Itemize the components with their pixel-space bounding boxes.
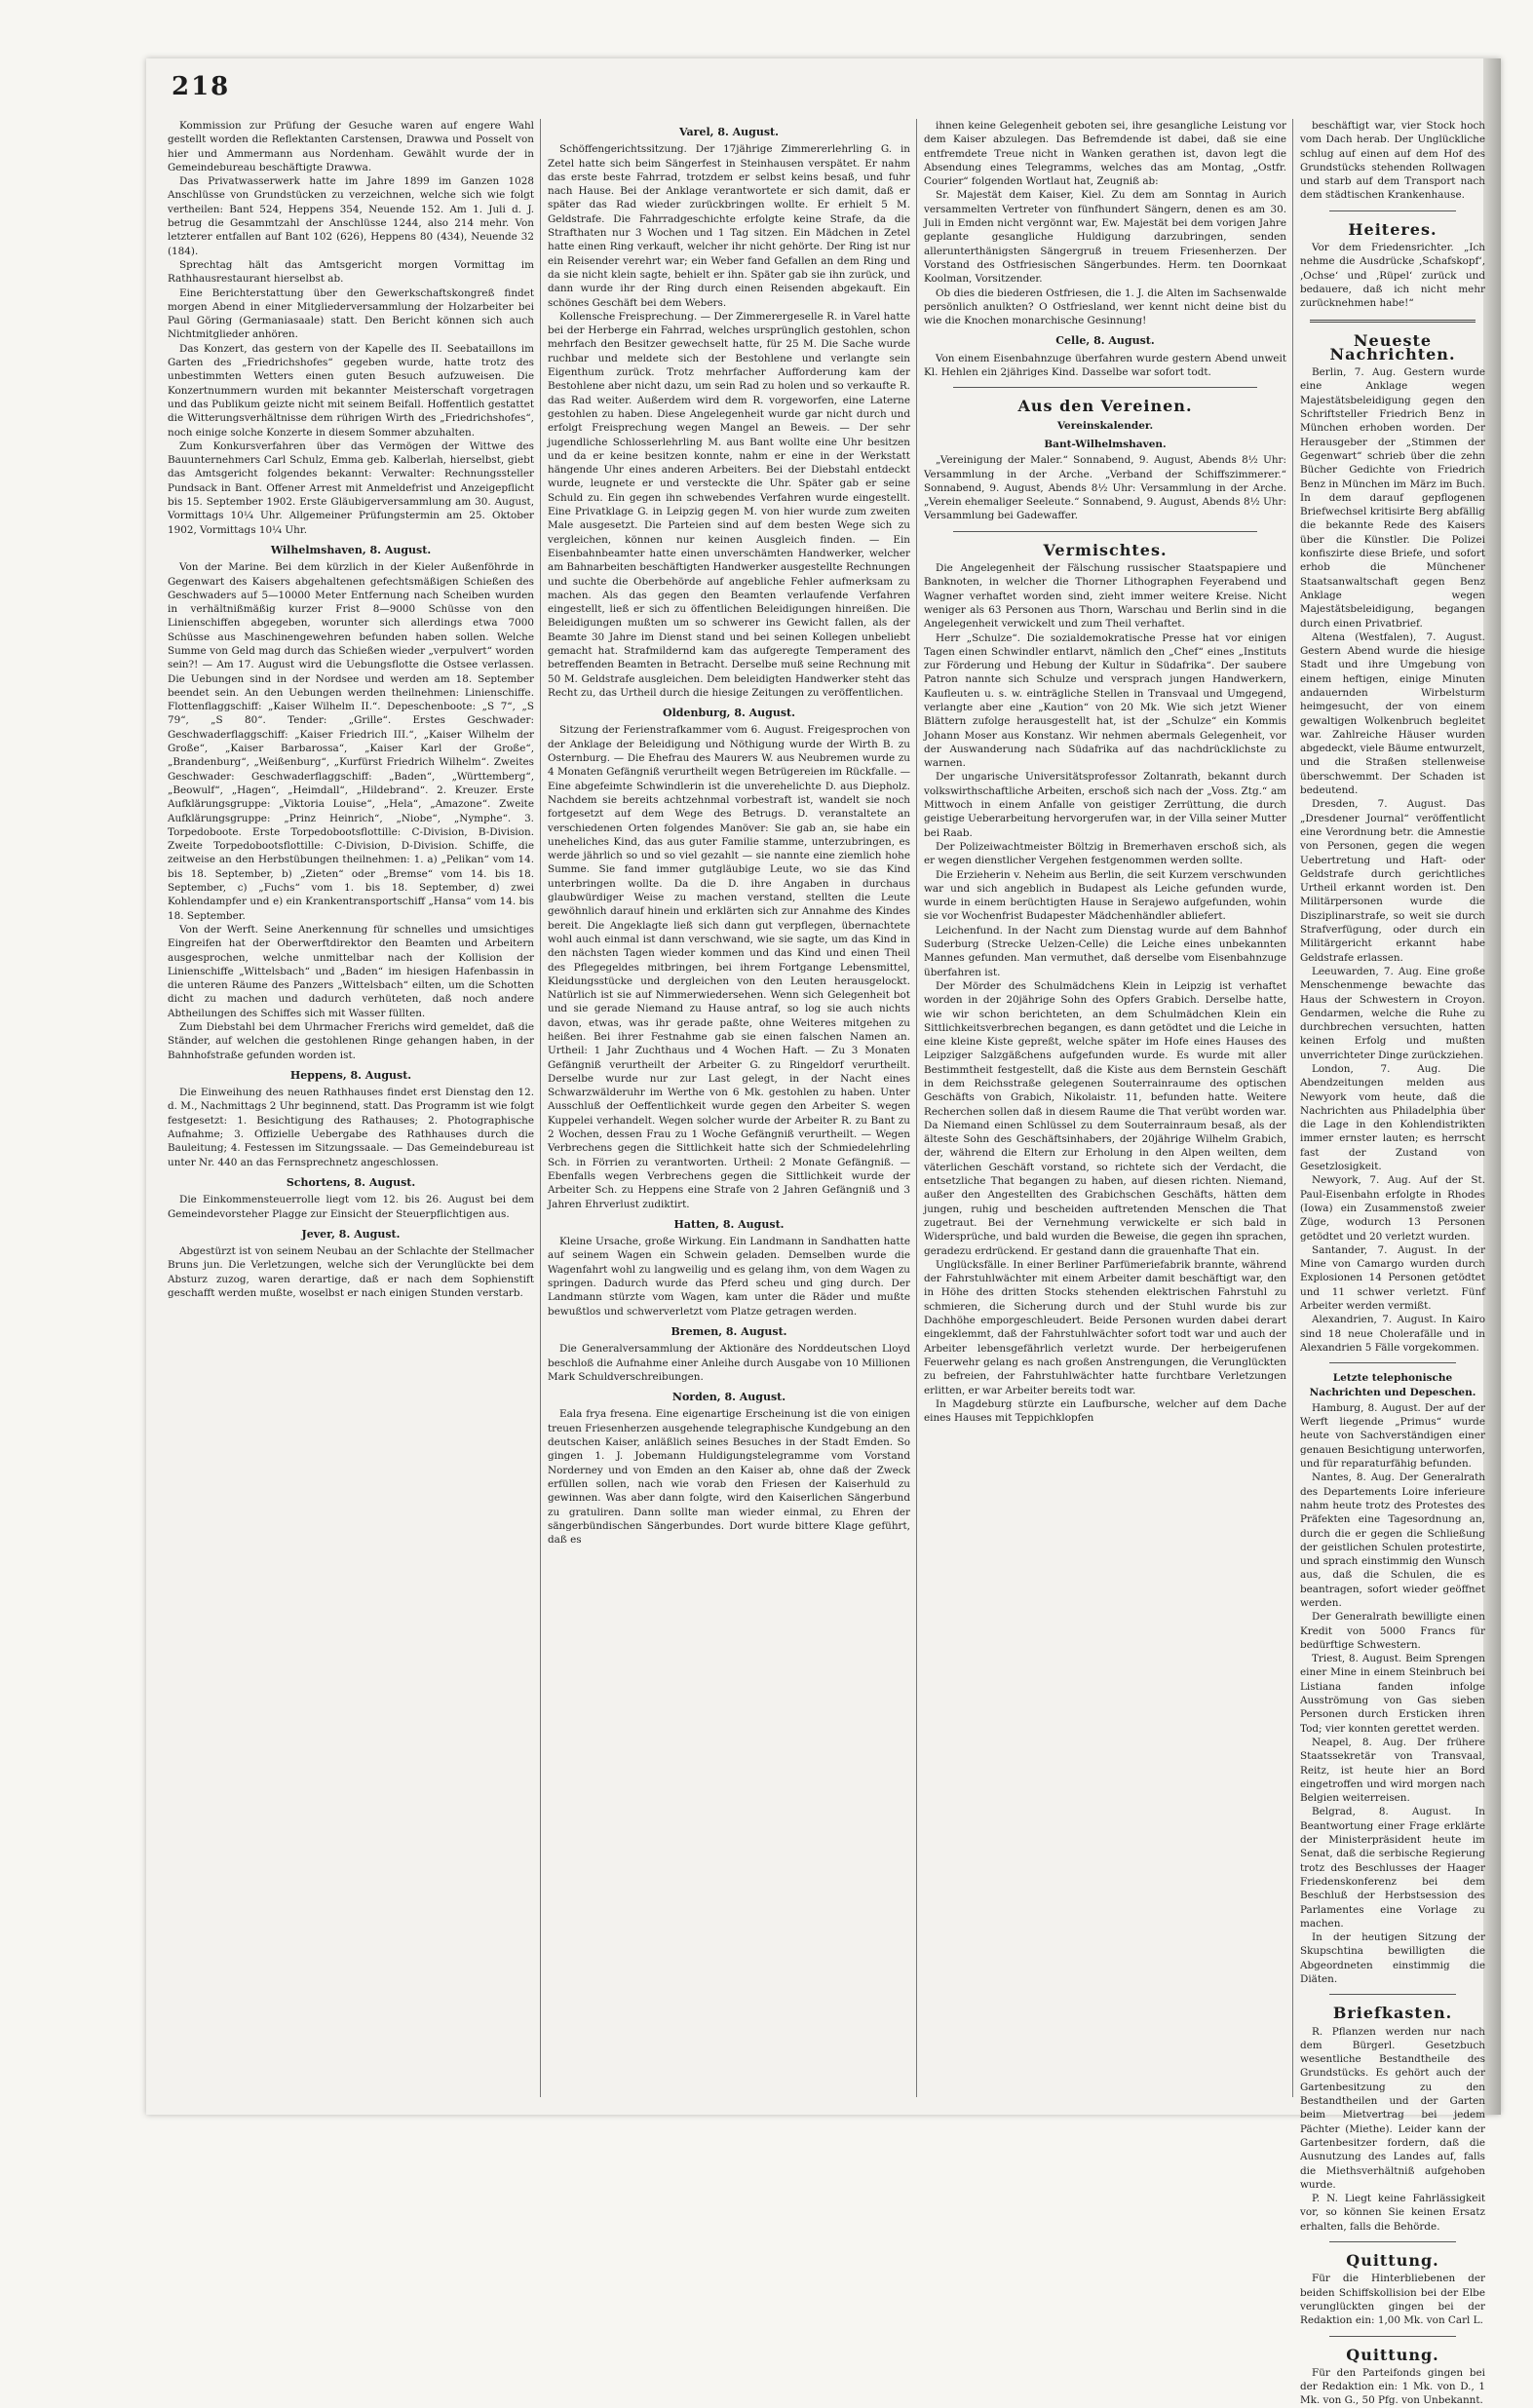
dateline: Norden, 8. August.: [671, 1391, 786, 1404]
article-paragraph: Der Generalrath bewilligte einen Kredit von 5000 Francs für bedürftige Schwestern.: [1300, 1611, 1485, 1651]
article-paragraph: Newyork, 7. Aug. Auf der St. Paul-Eisenbahn erfolgte in Rhodes (Iowa) ein Zusammenstoß zweier Züge, wodurch 13 Personen getödtet und 20 verletzt wurden.: [1300, 1174, 1485, 1242]
section-heading: Neueste Nachrichten.: [1329, 330, 1456, 363]
article-paragraph: Die Einweihung des neuen Rathhauses findet erst Dienstag den 12. d. M., Nachmittags 2 Uhr beginnend, statt. Das Programm ist wie folgt festgesetzt: 1. Besichtigung des Rathauses; 2. Photographische Aufnahme; 3. Offizielle Uebergabe des Rathhauses durch die Bauleitung; 4. Festessen im Sitzungssaale. — Das Gemeindebureau ist unter Nr. 440 an das Fernsprechnetz angeschlossen.: [168, 1087, 534, 1168]
article-paragraph: Abgestürzt ist von seinem Neubau an der Schlachte der Stellmacher Bruns jun. Die Verletzungen, welche sich der Verunglückte bei dem Absturz zuzog, waren derartige, daß er nach dem Sophienstift geschafft werden mußte, woselbst er nach einigen Stunden verstarb.: [168, 1245, 534, 1300]
article-paragraph: Der Mörder des Schulmädchens Klein in Leipzig ist verhaftet worden in der 20jährige Sohn des Opfers Grabich. Derselbe hatte, wie wir schon berichteten, an dem Schulmädchen Klein ein Sittlichkeitsverbrechen begangen, es dann getödtet und die Leiche in eine kleine Kiste gepreßt, welche später im Hofe eines Hauses des Leipziger Salzgäßchens aufgefunden wurde. Es wurde mit aller Bestimmtheit festgestellt, daß die Kiste aus dem Bernstein Geschäft in dem Reichsstraße gelegenen Souterrainraume des optischen Geschäfts von Grabich, Nikolaistr. 11, befunden hatte. Weitere Recherchen sollen daß in diesem Raume die That verübt worden war. Da Niemand einen Schlüssel zu dem Souterrainraum besaß, als der älteste Sohn des Geschäftsinhabers, der 20jährige Wilhelm Grabich, der, während die Eltern zur Erholung in den Alpen weilten, dem väterlichen Geschäft vorstand, so richtete sich der Verdacht, die entsetzliche That begangen zu haben, auf diesen richten. Niemand, außer den Angestellten des Grabichschen Geschäfts, hätten dem jungen, ruhig und bescheiden auftretenden Menschen die That zugetraut. Bei der Vernehmung verwickelte er sich bald in Widersprüche, und bald wurden die Beweise, die gegen ihn sprachen, geradezu erdrückend. Er gestand dann die grauenhafte That ein.: [924, 979, 1286, 1257]
subheading: Letzte telephonische Nachrichten und Depeschen.: [1309, 1372, 1476, 1398]
article-paragraph: Die Einkommensteuerrolle liegt vom 12. bis 26. August bei dem Gemeindevorsteher Plagge zur Einsicht der Steuerpflichtigen aus.: [168, 1194, 534, 1220]
section-divider: [1329, 210, 1456, 211]
article-paragraph: Santander, 7. August. In der Mine von Camargo wurden durch Explosionen 14 Personen getödtet und 11 schwer verletzt. Fünf Arbeiter werden vermißt.: [1300, 1243, 1485, 1313]
dateline: Schortens, 8. August.: [286, 1175, 416, 1189]
article-paragraph: Triest, 8. August. Beim Sprengen einer Mine in einem Steinbruch bei Listiana fanden infolge Ausströmung von Gas sieben Personen durch Ersticken ihren Tod; vier konnten gerettet werden.: [1300, 1653, 1485, 1735]
section-heading: Quittung.: [1346, 2251, 1439, 2271]
dateline: Wilhelmshaven, 8. August.: [270, 543, 432, 556]
article-paragraph: Belgrad, 8. August. In Beantwortung einer Frage erklärte der Ministerpräsident heute im Senat, daß die serbische Regierung trotz des Beschlusses der Haager Friedenskonferenz bei dem Beschluß der Herbstsession des Parlamentes eine Vorlage zu machen.: [1300, 1806, 1485, 1930]
article-paragraph: Ob dies die biederen Ostfriesen, die 1. J. die Alten im Sachsenwalde persönlich anulkten? O Ostfriesland, wer kennt nicht deine bist du wie die Knochen monarchische Gesinnung!: [924, 287, 1286, 327]
article-paragraph: Das Konzert, das gestern von der Kapelle des II. Seebataillons im Garten des „Friedrichshofes“ gegeben wurde, hatte trotz des unbestimmten Wetters einen guten Besuch aufzuweisen. Die Konzertnummern wurden mit bekannter Meisterschaft vorgetragen und das Publikum geizte nicht mit seinem Beifall. Hoffentlich gestattet die Witterungsverhältnisse dem rührigen Wirth des „Friedrichshofes“, noch einige solche Konzerte in diesem Sommer abzuhalten.: [168, 342, 534, 439]
section-divider: [953, 531, 1257, 532]
article-paragraph: Leichenfund. In der Nacht zum Dienstag wurde auf dem Bahnhof Suderburg (Strecke Uelzen-Celle) die Leiche eines unbekannten Mannes gefunden. Man vermuthet, daß derselbe vom Eisenbahnzuge überfahren ist.: [924, 924, 1286, 978]
column-rule: [1292, 119, 1293, 2097]
article-paragraph: R. Pflanzen werden nur nach dem Bürgerl. Gesetzbuch wesentliche Bestandtheile des Grundstücks. Es gehört auch der Gartenbesitzung zu den Bestandtheilen und der Garten beim Mietvertrag bei jedem Pächter (Miethe). Leider kann der Gartenbesitzer fordern, daß die Ausnutzung des Landes auf, falls die Miethsverhältniß aufgehoben wurde.: [1300, 2025, 1485, 2191]
article-paragraph: Herr „Schulze“. Die sozialdemokratische Presse hat vor einigen Tagen einen Schwindler entlarvt, nämlich den „Chef“ eines „Instituts zur Förderung und Hebung der Kultur in Südafrika“. Der saubere Patron nannte sich Schulze und versprach jungen Handwerkern, Kaufleuten u. s. w. einträgliche Stellen in Transvaal und Umgegend, verlangte aber eine „Kaution“ von 20 Mk. Wie sich jetzt Wiener Blättern zufolge herausgestellt hat, ist der „Schulze“ ein Kommis Johann Moser aus Konstanz. Wir nehmen abermals Gelegenheit, vor der Auswanderung nach Südafrika auf das nachdrücklichste zu warnen.: [924, 631, 1286, 770]
section-divider: [1310, 320, 1476, 323]
article-paragraph: Für den Parteifonds gingen bei der Redaktion ein: 1 Mk. von D., 1 Mk. von G., 50 Pfg. von Unbekannt.: [1300, 2366, 1485, 2407]
article-paragraph: Kommission zur Prüfung der Gesuche waren auf engere Wahl gestellt worden die Reflektanten Carstensen, Drawwa und Posselt von hier und Ammermann aus Nordenham. Gewählt wurde der in Gemeindebureau beschäftigte Drawwa.: [168, 120, 534, 173]
section-divider: [1329, 2241, 1456, 2242]
dateline: Jever, 8. August.: [301, 1227, 401, 1241]
newspaper-page: [146, 58, 1501, 2407]
article-paragraph: Zum Konkursverfahren über das Vermögen der Wittwe des Bauunternehmers Carl Schulz, Emma geb. Kalberlah, hierselbst, giebt das Amtsgericht folgendes bekannt: Verwalter: Rechnungssteller Pundsack in Bant. Offener Arrest mit Anmeldefrist und Anzeigepflicht bis 15. September 1902. Erste Gläubigerversammlung am 30. August, Vormittags 10¼ Uhr. Allgemeiner Prüfungstermin am 25. Oktober 1902, Vormittags 10¼ Uhr.: [168, 440, 534, 536]
column-2: [548, 119, 910, 2102]
page-number: 218: [172, 72, 231, 101]
dateline: Heppens, 8. August.: [289, 1068, 412, 1082]
article-paragraph: Unglücksfälle. In einer Berliner Parfümeriefabrik brannte, während der Fahrstuhlwächter mit einem Arbeiter damit beschäftigt war, den in Höhe des dritten Stocks stehenden elektrischen Fahrstuhl zu schmieren, die Sicherung durch und der Stuhl wurde bis zur Dachhöhe emporgeschleudert. Beide Personen wurden dabei derart eingeklemmt, daß der Fahrstuhlwächter sofort todt war und auch der Arbeiter lebensgefährlich verletzt wurde. Der herbeigerufenen Feuerwehr gelang es nach großen Anstrengungen, die Verunglückten zu befreien, der Fahrstuhlwächter hatte furchtbare Verletzungen erlitten, er war Arbeiter bereits todt war.: [924, 1258, 1286, 1396]
article-paragraph: Kollensche Freisprechung. — Der Zimmerergeselle R. in Varel hatte bei der Herberge ein Fahrrad, welches ursprünglich gestohlen, schon mehrfach den Besitzer gewechselt hatte, für 25 M. Die Sache wurde ruchbar und meldete sich der Bestohlene und verlangte sein Eigenthum zurück. Trotz mehrfacher Aufforderung kam der Bestohlene aber nicht dazu, um sein Rad zu holen und so verkaufte R. das Rad weiter. Außerdem wird dem R. vorgeworfen, eine Laterne gestohlen zu haben. Diese Angelegenheit wurde gar nicht durch und erfolgt Freisprechung wegen Mangel an Beweis. — Der sehr jugendliche Schlosserlehrling M. aus Bant wollte eine Uhr besitzen und da er keine besitzen konnte, nahm er eine in der Werkstatt hängende Uhr eines anderen Arbeiters. Bei der Diebstahl entdeckt wurde, leugnete er und versteckte die Uhr. Später gab er seine Schuld zu. Ein gegen ihn schwebendes Verfahren wurde eingestellt. Eine Privatklage G. in Leipzig gegen M. von hier wurde zum zweiten Male ausgesetzt. Die Parteien sind auf dem besten Wege sich zu vergleichen, können nur keinen Ausgleich finden. — Ein Eisenbahnbeamter hatte einen unverschämten Handwerker, welcher am Bahnarbeiten beschäftigten Handwerker ausgestellte Rechnungen und suchte die Oberbehörde auf angebliche Fehler aufmerksam zu machen. Als das gegen den Beamten verlaufende Verfahren eingestellt, ließ er sich zu öffentlichen Beleidigungen hinreißen. Die Beleidigungen mußten um so schwerer ins Gewicht fallen, als der Beamte 30 Jahre im Dienst stand und bei seinen Kollegen unbeliebt gemacht hat. Strafmildernd kam das aufgeregte Temperament des betreffenden Beamten in Betracht. Derselbe muß seine Rechnung mit 50 M. Geldstrafe ausgleichen. Dem beleidigten Handwerker steht das Recht zu, das Urtheil durch die hiesige Zeitungen zu veröffentlichen.: [548, 310, 910, 699]
article-paragraph: Leeuwarden, 7. Aug. Eine große Menschenmenge bewachte das Haus der Schwestern in Croyon. Gendarmen, welche die Ruhe zu durchbrechen versuchten, hatten keinen Erfolg und mußten unverrichteter Dinge zurückziehen.: [1300, 965, 1485, 1061]
page-edge-shadow: [1483, 58, 1501, 2115]
column-3: [924, 119, 1286, 2102]
article-paragraph: Von einem Eisenbahnzuge überfahren wurde gestern Abend unweit Kl. Hehlen ein 2jähriges Kind. Dasselbe war sofort todt.: [924, 352, 1286, 379]
article-paragraph: Der Polizeiwachtmeister Böltzig in Bremerhaven erschoß sich, als er wegen dienstlicher Vergehen festgenommen werden sollte.: [924, 840, 1286, 867]
article-paragraph: Sprechtag hält das Amtsgericht morgen Vormittag im Rathhausrestaurant hierselbst ab.: [168, 258, 534, 286]
article-paragraph: Alexandrien, 7. August. In Kairo sind 18 neue Cholerafälle und in Alexandrien 5 Fälle vorgekommen.: [1300, 1314, 1485, 1354]
section-divider: [1329, 1362, 1456, 1363]
section-divider: [1329, 2336, 1456, 2337]
article-paragraph: Die Generalversammlung der Aktionäre des Norddeutschen Lloyd beschloß die Aufnahme einer Anleihe durch Ausgabe von 10 Millionen Mark Schuldverschreibungen.: [548, 1343, 910, 1383]
article-paragraph: Neapel, 8. Aug. Der frühere Staatssekretär von Transvaal, Reitz, ist heute hier an Bord eingetroffen und wird morgen nach Belgien weiterreisen.: [1300, 1736, 1485, 1805]
dateline: Celle, 8. August.: [1055, 334, 1155, 348]
dateline: Oldenburg, 8. August.: [663, 707, 795, 720]
article-paragraph: Von der Werft. Seine Anerkennung für schnelles und umsichtiges Eingreifen hat der Oberwerftdirektor den Beamten und Arbeitern ausgesprochen, welche unmittelbar nach der Kollision der Linienschiffe „Wittelsbach“ und „Baden“ im hiesigen Hafenbassin in die unteren Räume des Panzers „Wittelsbach“ eilten, um die Schotten dicht zu machen und dadurch verhüteten, daß noch andere Abtheilungen des Schiffes sich mit Wasser füllten.: [168, 923, 534, 1019]
article-paragraph: In Magdeburg stürzte ein Laufbursche, welcher auf dem Dache eines Hauses mit Teppichklopfen: [924, 1397, 1286, 1425]
article-paragraph: Dresden, 7. August. Das „Dresdener Journal“ veröffentlicht eine Verordnung betr. die Amnestie von Personen, gegen die wegen Uebertretung und Haft- oder Geldstrafe durch gerichtliches Urtheil erkannt worden ist. Den Militärpersonen wurde die Disziplinarstrafe, so weit sie durch Strafverfügung, oder durch ein Militärgericht erkannt habe Geldstrafe erlassen.: [1300, 798, 1485, 964]
article-paragraph: Kleine Ursache, große Wirkung. Ein Landmann in Sandhatten hatte auf seinem Wagen ein Schwein geladen. Demselben wurde die Wagenfahrt wohl zu langweilig und es gelang ihm, von dem Wagen zu springen. Dadurch wurde das Pferd scheu und ging durch. Der Landmann stürzte vom Wagen, kam unter die Räder und mußte bewußtlos und schwerverletzt vom Platze getragen werden.: [548, 1236, 910, 1318]
article-paragraph: Die Angelegenheit der Fälschung russischer Staatspapiere und Banknoten, in welcher die Thorner Lithographen Feyerabend und Wagner verhaftet worden sind, zieht immer weitere Kreise. Nicht weniger als 63 Personen aus Thorn, Warschau und Berlin sind in die Angelegenheit verwickelt und zum Theil verhaftet.: [924, 562, 1286, 631]
section-heading: Briefkasten.: [1332, 2004, 1453, 2023]
dateline: Varel, 8. August.: [679, 126, 779, 138]
column-1: [168, 119, 534, 2102]
article-paragraph: Zum Diebstahl bei dem Uhrmacher Frerichs wird gemeldet, daß die Ständer, auf welchen die gestohlenen Ringe gehangen haben, in der Bahnhofstraße gefunden worden ist.: [168, 1021, 534, 1061]
column-rule: [540, 119, 541, 2097]
section-divider: [953, 387, 1257, 388]
article-paragraph: ihnen keine Gelegenheit geboten sei, ihre gesangliche Leistung vor dem Kaiser abzulegen. Das Befremdende ist dabei, daß sie eine entfremdete Treue nicht in Wanken gerathen ist, davon legt die Absendung eines Telegramms, welches das am Montag, „Ostfr. Courier“ folgenden Wortlaut hat, Zeugniß ab:: [924, 120, 1286, 188]
column-rule: [916, 119, 917, 2097]
article-paragraph: Der ungarische Universitätsprofessor Zoltanrath, bekannt durch volkswirthschaftliche Arbeiten, erschoß sich nach der „Voss. Ztg.“ am Mittwoch in einem Anfalle von geistiger Zerrüttung, die durch geistige Ueberarbeitung hervorgerufen war, in der Villa seiner Mutter bei Raab.: [924, 771, 1286, 839]
column-4: [1300, 119, 1485, 2407]
article-paragraph: Eala frya fresena. Eine eigenartige Erscheinung ist die von einigen treuen Friesenherzen ausgehende telegraphische Kundgebung an den deutschen Kaiser, anläßlich seines Besuches in der Stadt Emden. So gingen 1. J. Jobemann Huldigungstelegramme vom Vorstand Norderney und von Emden an den Kaiser ab, ohne daß der Zweck erfüllen sollen, nach wie vorab den Friesen der Kaiserhuld zu gewinnen. Was aber dann folgte, wird den Kaiserlichen Sängerbund zu gratuliren. Dann sollte man wieder einmal, zu Ehren der sängerbündischen Sängerbundes. Dort wurde bittere Klage geführt, daß es: [548, 1408, 910, 1547]
article-paragraph: Vor dem Friedensrichter. „Ich nehme die Ausdrücke ‚Schafskopf‘, ‚Ochse‘ und ‚Rüpel‘ zurück und bedauere, daß ich nicht mehr zurücknehmen habe!“: [1300, 242, 1485, 310]
section-heading: Heiteres.: [1348, 219, 1437, 239]
article-paragraph: Sr. Majestät dem Kaiser, Kiel. Zu dem am Sonntag in Aurich versammelten Vertreter von fünfhundert Sängern, denen es am 30. Juli in Emden nicht vergönnt war, Ew. Majestät bei dem vorigen Jahre geplante gesangliche Huldigung darzubringen, senden allerunterthänigsten Sängergruß in treuem Friesenherzen. Der Vorstand des Ostfriesischen Sängerbundes. Herm. ten Doornkaat Koolman, Vorsitzender.: [924, 189, 1286, 286]
article-paragraph: Das Privatwasserwerk hatte im Jahre 1899 im Ganzen 1028 Anschlüsse von Grundstücken zu verzeichnen, welche sich wie folgt vertheilen: Bant 524, Heppens 354, Neuende 152. Am 1. Juli d. J. betrug die Gesammtzahl der Anschlüsse 1244, also 214 mehr. Von letzterer entfallen auf Bant 102 (626), Heppens 80 (434), Neuende 32 (184).: [168, 175, 534, 257]
article-paragraph: Von der Marine. Bei dem kürzlich in der Kieler Außenföhrde in Gegenwart des Kaisers abgehaltenen gefechtsmäßigen Schießen des Geschwaders auf 5—10000 Meter Entfernung nach Scheiben wurden in verhältnißmäßig kurzer Frist 8—9000 Schüsse von den Linienschiffen abgegeben, worunter sich allerdings etwa 7000 Schüsse aus Maschinengewehren befunden haben sollen. Welche Summe von Geld mag durch das Schießen wieder „verpulvert“ worden sein?! — Am 17. August wird die Uebungsflotte die Ostsee verlassen. Die Uebungen sind in der Nordsee und werden am 18. September beendet sein. An den Uebungen werden theilnehmen: Linienschiffe. Flottenflaggschiff: „Kaiser Wilhelm II.“. Depeschenboote: „S 7“, „S 79“, „S 80“. Tender: „Grille“. Erstes Geschwader: Geschwaderflaggschiff: „Kaiser Friedrich III.“, „Kaiser Wilhelm der Große“, „Kaiser Barbarossa“, „Kaiser Karl der Große“, „Brandenburg“, „Weißenburg“, „Kurfürst Friedrich Wilhelm“. Zweites Geschwader: Geschwaderflaggschiff: „Baden“, „Württemberg“, „Beowulf“, „Hagen“, „Heimdall“, „Hildebrand“. 2. Kreuzer. Erste Aufklärungsgruppe: „Viktoria Louise“, „Hela“, „Amazone“. Zweite Aufklärungsgruppe: „Prinz Heinrich“, „Niobe“, „Nymphe“. 3. Torpedoboote. Erste Torpedobootsflottille: C-Division, B-Division. Zweite Torpedobootsflottille: C-Division, D-Division. Schiffe, die zeitweise an den Herbstübungen theilnehmen: 1. a) „Pelikan“ vom 14. bis 18. September, b) „Zieten“ oder „Bremse“ vom 14. bis 18. September, c) „Fuchs“ vom 1. bis 18. September, d) zwei Kohlendampfer und e) ein Krankentransportschiff „Hansa“ vom 14. bis 18. September.: [168, 561, 534, 922]
article-paragraph: Schöffengerichtssitzung. Der 17jährige Zimmererlehrling G. in Zetel hatte sich beim Sängerfest in Steinhausen verspätet. Er nahm das erste beste Fahrrad, trotzdem er selbst keins besaß, und fuhr nach Hause. Bei der Anklage verantwortete er sich damit, daß er später das Rad wieder zurückbringen wollte. Er erhielt 5 M. Geldstrafe. Die Fahrradgeschichte erfolgte keine Strafe, da die Strafthaten nur 3 Wochen und 1 Tag sitzen. Ein Mädchen in Zetel hatte einen Ring verkauft, welcher ihr nicht gehörte. Der Ring ist nur ein Reisender verehrt war; ein Weber fand Gefallen an dem Ring und da sie nicht klein sagte, behielt er ihn. Später gab sie ihn zurück, und dann wurde ihr der Ring durch einen Reisenden abgekauft. Ein schönes Geschäft bei dem Webers.: [548, 143, 910, 309]
dateline: Hatten, 8. August.: [673, 1217, 785, 1231]
section-heading: Vermischtes.: [1043, 540, 1168, 559]
article-paragraph: Für die Hinterbliebenen der beiden Schiffskollision bei der Elbe verunglückten gingen bei der Redaktion ein: 1,00 Mk. von Carl L.: [1300, 2273, 1485, 2327]
section-divider: [1329, 1994, 1456, 1995]
article-paragraph: Die Erzieherin v. Neheim aus Berlin, die seit Kurzem verschwunden war und sich angeblich in Budapest als Leiche gefunden wurde, wurde in einem berüchtigten Hause in Serajewo aufgefunden, wohin sie vor Wochenfrist Budapester Mädchenhändler abliefert.: [924, 868, 1286, 923]
article-paragraph: Berlin, 7. Aug. Gestern wurde eine Anklage wegen Majestätsbeleidigung gegen den Schriftsteller Friedrich Benz in München erhoben worden. Der Herausgeber der „Stimmen der Gegenwart“ schrieb über die zehn Bücher Gedichte von Friedrich Benz in München im März im Buch. In dem darauf gepflogenen Briefwechsel kritisirte Berg abfällig die bekannte Rede des Kaisers über die Künstler. Die Polizei konfiszirte diese Briefe, und sofort erhob die Münchener Staatsanwaltschaft gegen Benz Anklage wegen Majestätsbeleidigung, begangen durch einen Privatbrief.: [1300, 366, 1485, 630]
article-paragraph: P. N. Liegt keine Fahrlässigkeit vor, so können Sie keinen Ersatz erhalten, falls die Behörde.: [1300, 2193, 1485, 2233]
article-paragraph: Hamburg, 8. August. Der auf der Werft liegende „Primus“ wurde heute von Sachverständigen einer genauen Besichtigung unterworfen, und für reparaturfähig befunden.: [1300, 1401, 1485, 1471]
article-paragraph: Nantes, 8. Aug. Der Generalrath des Departements Loire inferieure nahm heute trotz des Protestes des Präfekten eine Tagesordnung an, durch die er gegen die Schließung der geistlichen Schulen protestirte, und sprach einstimmig den Wunsch aus, daß die Schulen, die es beantragen, sofort wieder geöffnet werden.: [1300, 1472, 1485, 1609]
section-heading: Quittung.: [1346, 2345, 1439, 2364]
article-paragraph: Altena (Westfalen), 7. August. Gestern Abend wurde die hiesige Stadt und ihre Umgebung von einem heftigen, einige Minuten andauernden Wirbelsturm heimgesucht, der von einem gewaltigen Wolkenbruch begleitet war. Zahlreiche Häuser wurden abgedeckt, viele Bäume entwurzelt, und die Straßen stellenweise überschwemmt. Der Schaden ist bedeutend.: [1300, 631, 1485, 797]
article-paragraph: London, 7. Aug. Die Abendzeitungen melden aus Newyork vom heute, daß die Nachrichten aus Philadelphia über die Lage in den Kohlendistrikten immer ernster lauten; es herrscht fast der Zustand von Gesetzlosigkeit.: [1300, 1063, 1485, 1173]
subheading: Vereinskalender.: [1056, 419, 1154, 432]
article-paragraph: beschäftigt war, vier Stock hoch vom Dach herab. Der Unglückliche schlug auf einen auf dem Hof des Grundstücks stehenden Rollwagen und starb auf dem Transport nach dem städtischen Krankenhause.: [1300, 120, 1485, 202]
article-paragraph: Eine Berichterstattung über den Gewerkschaftskongreß findet morgen Abend in einer Mitgliederversammlung der Holzarbeiter bei Paul Göring (Germaniasaale) statt. Den Bericht können sich auch Nichtmitglieder anhören.: [168, 287, 534, 341]
article-paragraph: „Vereinigung der Maler.“ Sonnabend, 9. August, Abends 8½ Uhr: Versammlung in der Arche. „Verband der Schiffszimmerer.“ Sonnabend, 9. August, Abends 8½ Uhr: Versammlung in der Arche. „Verein ehemaliger Seeleute.“ Sonnabend, 9. August, Abends 8½ Uhr: Versammlung bei Gadewaffer.: [924, 454, 1286, 522]
dateline: Bremen, 8. August.: [671, 1324, 787, 1338]
subheading: Bant-Wilhelmshaven.: [1044, 438, 1167, 450]
article-paragraph: In der heutigen Sitzung der Skupschtina bewilligten die Abgeordneten einstimmig die Diäten.: [1300, 1931, 1485, 1985]
section-heading: Aus den Vereinen.: [1017, 397, 1193, 416]
article-paragraph: Sitzung der Ferienstrafkammer vom 6. August. Freigesprochen von der Anklage der Beleidigung und Nöthigung wurde der Wirth B. zu Osternburg. — Die Ehefrau des Maurers W. aus Neubremen wurde zu 4 Monaten Gefängniß verurtheilt wegen Betrügereien im Rückfalle. — Eine abgefeimte Schwindlerin ist die unverehelichte D. aus Diepholz. Nachdem sie bereits achtzehnmal vorbestraft ist, wandelt sie noch fortgesetzt auf dem Wege des Betrugs. D. veranstaltete an verschiedenen Orten folgendes Manöver: Sie gab an, sie habe ein uneheliches Kind, das aus guter Familie stamme, unterzubringen, es werde jährlich so und so viel gezahlt — sie nannte eine ziemlich hohe Summe. Sie fand immer gutgläubige Leute, wo sie das Kind unterbringen wollte. Da die D. ihre Angaben in durchaus glaubwürdiger Weise zu machen verstand, stellten die Leute gewöhnlich darauf hinein und erklärten sich zur Annahme des Kindes bereit. Die Angeklagte ließ sich dann gut verpflegen, übernachtete wohl auch einmal ist dann verschwand, wie sie sagte, um das Kind in den nächsten Tagen wieder kommen und das Kind und einen Theil des Pflegegeldes mitbringen, bei ihrem Fortgange Lebensmittel, Kleidungsstücke und dergleichen von den Leuten herausgelockt. Natürlich ist sie auf Nimmerwiedersehen. Wenn sich Gelegenheit bot und sie gerade Niemand zu Hause antraf, so log sie auch nichts davon, etwas, was ihr gerade paßte, ohne Weiteres mitgehen zu heißen. Bei ihrer Festnahme gab sie einen falschen Namen an. Urtheil: 1 Jahr Zuchthaus und 4 Wochen Haft. — Zu 3 Monaten Gefängniß verurtheilt der Arbeiter G. zu Ringeldorf verurtheilt. Derselbe wurde nur zur Last gelegt, in der Nacht eines Schwarzwälderuhr im Werthe von 6 Mk. gestohlen zu haben. Unter Ausschluß der Oeffentlichkeit wurde gegen den Arbeiter S. wegen Kuppelei verhandelt. Wegen solcher wurde der Arbeiter R. zu Bant zu 2 Wochen, dessen Frau zu 1 Woche Gefängniß verurtheilt. — Wegen Verbrechens gegen die Sittlichkeit hatte sich der Schmiedelehrling Sch. in Förrien zu verantworten. Urtheil: 2 Monate Gefängniß. — Ebenfalls wegen Verbrechens gegen die Sittlichkeit wurde der Arbeiter Sch. zu Heppens eine Strafe von 2 Jahren Gefängniß und 3 Jahren Ehrverlust zudiktirt.: [548, 724, 910, 1210]
